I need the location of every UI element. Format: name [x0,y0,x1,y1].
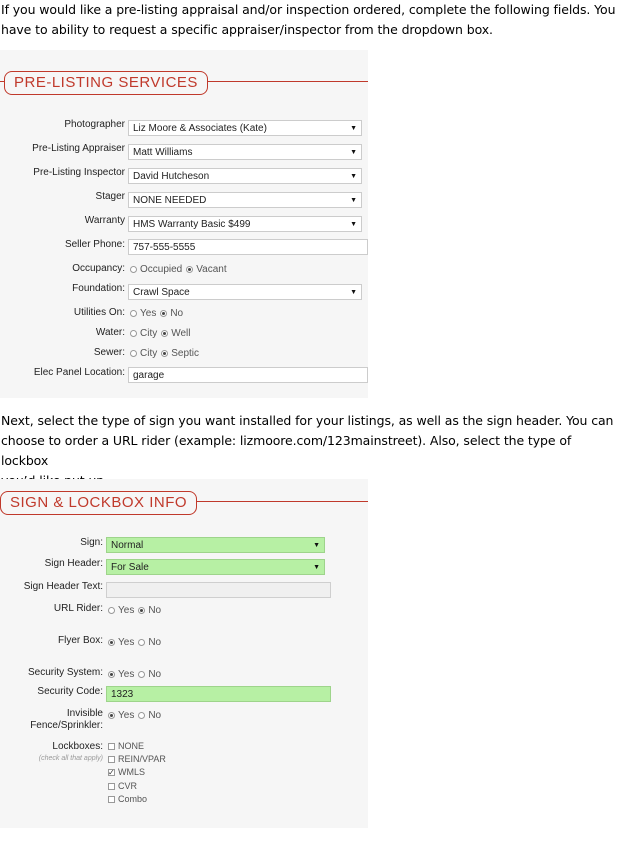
inspector-value: David Hutcheson [133,171,210,182]
utilities-option-yes[interactable]: Yes [130,308,156,320]
radio-icon [138,671,145,678]
invisible-fence-label-line-2: Fence/Sprinkler: [30,720,103,731]
lockboxes-note: (check all that apply) [38,755,103,762]
checkbox-icon [108,783,115,790]
foundation-label: Foundation: [72,283,125,294]
flyer-box-radio-group [108,637,165,649]
sign-header-text-input[interactable] [106,582,331,598]
radio-selected-icon [186,266,193,273]
sign-header-label: Sign Header: [44,558,103,569]
url-rider-option-no[interactable]: No [138,605,161,617]
radio-selected-icon [161,350,168,357]
utilities-option-no[interactable]: No [160,308,183,320]
radio-icon [130,350,137,357]
foundation-value: Crawl Space [133,287,190,298]
invisible-fence-label [3,708,103,732]
sign-select[interactable] [106,537,325,553]
chevron-down-icon: ▼ [350,197,357,204]
radio-icon [130,310,137,317]
appraiser-select[interactable] [128,144,362,160]
radio-selected-icon [108,639,115,646]
chevron-down-icon: ▼ [313,542,320,549]
sign-header-text-label: Sign Header Text: [23,581,103,592]
radio-icon [108,607,115,614]
radio-icon [130,330,137,337]
warranty-label: Warranty [84,215,125,226]
radio-icon [138,712,145,719]
water-option-well[interactable]: Well [161,328,190,340]
stager-label: Stager [95,191,125,202]
security-system-option-no[interactable]: No [138,669,161,681]
occupancy-option-vacant[interactable]: Vacant [186,264,226,276]
warranty-value: HMS Warranty Basic $499 [133,219,251,230]
invisible-fence-option-yes[interactable]: Yes [108,710,134,722]
url-rider-option-yes[interactable]: Yes [108,605,134,617]
intro-line-1: If you would like a pre-listing appraisal and/or inspection ordered, complete the following fields. You [1,2,616,17]
lockboxes-label: Lockboxes: [52,741,103,752]
lockboxes-checkbox-group [108,740,166,806]
intro-paragraph [1,0,616,40]
chevron-down-icon: ▼ [350,173,357,180]
water-option-city[interactable]: City [130,328,157,340]
chevron-down-icon: ▼ [350,149,357,156]
lockbox-option-cvr[interactable]: CVR [108,780,166,793]
intro-line-2: have to ability to request a specific appraiser/inspector from the dropdown box. [1,22,493,37]
security-code-input[interactable]: 1323 [106,686,331,702]
checkbox-icon [108,743,115,750]
flyer-box-label: Flyer Box: [57,635,103,646]
appraiser-label: Pre-Listing Appraiser [32,143,125,154]
flyer-box-option-yes[interactable]: Yes [108,637,134,649]
water-radio-group [130,328,195,340]
sign-lockbox-panel [0,479,368,828]
sewer-option-septic[interactable]: Septic [161,348,199,360]
chevron-down-icon: ▼ [313,564,320,571]
radio-selected-icon [108,671,115,678]
lockbox-option-wmls[interactable]: ✓WMLS [108,766,166,779]
utilities-radio-group [130,308,187,320]
sign-lockbox-title: SIGN & LOCKBOX INFO [0,491,197,515]
warranty-select[interactable] [128,216,362,232]
flyer-box-option-no[interactable]: No [138,637,161,649]
appraiser-value: Matt Williams [133,147,193,158]
lockbox-option-none[interactable]: NONE [108,740,166,753]
sewer-option-city[interactable]: City [130,348,157,360]
photographer-label: Photographer [64,119,125,130]
sewer-label: Sewer: [93,347,125,358]
chevron-down-icon: ▼ [350,221,357,228]
security-system-radio-group [108,669,165,681]
pre-listing-title: PRE-LISTING SERVICES [4,71,208,95]
elec-panel-label: Elec Panel Location: [33,367,125,378]
stager-value: NONE NEEDED [133,195,207,206]
lockbox-option-rein-vpar[interactable]: REIN/VPAR [108,753,166,766]
radio-icon [138,639,145,646]
photographer-value: Liz Moore & Associates (Kate) [133,123,267,134]
inspector-select[interactable] [128,168,362,184]
seller-phone-input[interactable]: 757-555-5555 [128,239,368,255]
radio-selected-icon [138,607,145,614]
radio-icon [130,266,137,273]
inspector-label: Pre-Listing Inspector [33,167,125,178]
security-code-label: Security Code: [37,686,103,697]
invisible-fence-label-line-1: Invisible [66,708,103,719]
photographer-select[interactable] [128,120,362,136]
occupancy-option-occupied[interactable]: Occupied [130,264,182,276]
chevron-down-icon: ▼ [350,289,357,296]
url-rider-radio-group [108,605,165,617]
security-system-option-yes[interactable]: Yes [108,669,134,681]
utilities-label: Utilities On: [73,307,125,318]
middle-line-2: choose to order a URL rider (example: lizmoore.com/123mainstreet). Also, select the type of lockbox [1,433,572,468]
occupancy-radio-group [130,264,231,276]
invisible-fence-option-no[interactable]: No [138,710,161,722]
seller-phone-label: Seller Phone: [64,239,125,250]
checkbox-checked-icon [108,769,115,776]
foundation-select[interactable] [128,284,362,300]
sign-value: Normal [111,540,144,551]
chevron-down-icon: ▼ [350,125,357,132]
url-rider-label: URL Rider: [53,603,103,614]
sign-header-select[interactable] [106,559,325,575]
lockbox-option-combo[interactable]: Combo [108,793,166,806]
invisible-fence-radio-group [108,710,165,722]
water-label: Water: [95,327,125,338]
checkbox-icon [108,796,115,803]
radio-selected-icon [160,310,167,317]
sign-header-value: For Sale [111,562,149,573]
radio-selected-icon [108,712,115,719]
radio-selected-icon [161,330,168,337]
security-system-label: Security System: [27,667,103,678]
checkbox-icon [108,756,115,763]
occupancy-label: Occupancy: [72,263,125,274]
stager-select[interactable] [128,192,362,208]
middle-line-1: Next, select the type of sign you want installed for your listings, as well as the sign header. You can [1,413,614,428]
sign-label: Sign: [80,537,103,548]
sewer-radio-group [130,348,203,360]
elec-panel-input[interactable]: garage [128,367,368,383]
